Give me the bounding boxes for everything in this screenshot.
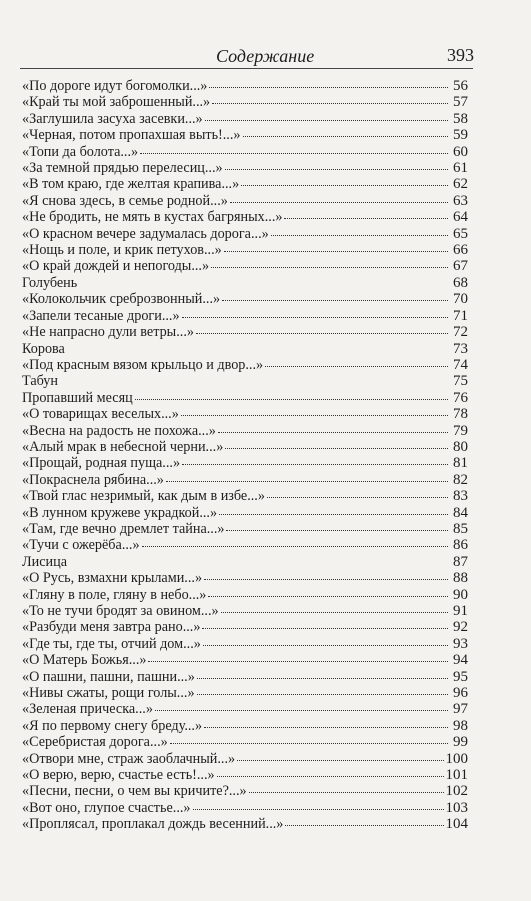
dot-leader [222, 300, 448, 301]
dot-leader [224, 251, 448, 252]
toc-entry-page: 97 [453, 701, 468, 718]
toc-entry-page: 98 [453, 717, 468, 734]
toc-entry-page: 91 [453, 603, 468, 619]
toc-entry-title: «О Русь, взмахни крылами...» [22, 570, 203, 587]
dot-leader [193, 809, 444, 810]
toc-entry [22, 406, 468, 422]
dot-leader [181, 415, 448, 416]
toc-entry-page: 76 [453, 389, 468, 406]
toc-entry [22, 193, 468, 209]
dot-leader [67, 350, 448, 351]
dot-leader [243, 136, 449, 137]
toc-entry-title: «Топи да болота...» [22, 143, 139, 160]
toc-entry [22, 176, 468, 192]
dot-leader [60, 382, 448, 383]
dot-leader [182, 317, 448, 318]
toc-entry [22, 603, 468, 619]
dot-leader [217, 776, 444, 777]
toc-entry-page: 78 [453, 406, 468, 423]
toc-entry-page: 63 [453, 192, 468, 209]
toc-entry-page: 102 [445, 783, 468, 800]
toc-entry-title: «Нивы сжаты, рощи голы...» [22, 685, 195, 702]
toc-entry [22, 537, 468, 553]
section-title: Содержание [216, 46, 315, 66]
dot-leader [204, 727, 448, 728]
toc-entry-title: «О пашни, пашни, пашни...» [22, 668, 195, 685]
toc-entry [22, 783, 468, 799]
toc-entry [22, 570, 468, 586]
toc-entry-title: «Проплясал, проплакал дождь весенний...» [22, 816, 284, 833]
dot-leader [237, 760, 443, 761]
toc-entry [22, 685, 468, 701]
toc-entry [22, 390, 468, 406]
toc-entry-title: «Где ты, где ты, отчий дом...» [22, 635, 201, 652]
dot-leader [203, 645, 448, 646]
toc-entry-page: 84 [453, 504, 468, 521]
page-number: 393 [447, 45, 474, 65]
dot-leader [155, 710, 448, 711]
toc-entry [22, 226, 468, 242]
toc-entry-title: «Твой глас незримый, как дым в избе...» [22, 488, 265, 505]
toc-entry-title: «Песни, песни, о чем вы кричите?...» [22, 783, 247, 800]
toc-entry-title: «Тучи с ожерёба...» [22, 537, 140, 554]
toc-entry [22, 488, 468, 504]
dot-leader [135, 399, 448, 400]
toc-entry-page: 71 [453, 307, 468, 324]
toc-entry [22, 258, 468, 274]
toc-entry-title: «Черная, потом пропахшая выть!...» [22, 127, 241, 144]
dot-leader [166, 481, 448, 482]
toc-entry-page: 88 [453, 570, 468, 587]
toc-entry-title: Пропавший месяц [22, 389, 133, 406]
toc-entry [22, 144, 468, 160]
toc-entry [22, 816, 468, 832]
toc-entry-page: 70 [453, 291, 468, 308]
table-of-contents [22, 78, 468, 833]
dot-leader [205, 120, 448, 121]
toc-entry-page: 104 [445, 816, 468, 833]
dot-leader [79, 284, 448, 285]
dot-leader [221, 612, 448, 613]
toc-entry-page: 103 [445, 799, 468, 816]
toc-entry-page: 86 [453, 537, 468, 554]
toc-entry [22, 800, 468, 816]
toc-entry-page: 93 [453, 635, 468, 652]
toc-entry-title: «О красном вечере задумалась дорога...» [22, 225, 269, 242]
toc-entry [22, 652, 468, 668]
toc-entry-title: «То не тучи бродят за овином...» [22, 603, 219, 619]
toc-entry-page: 60 [453, 143, 468, 160]
dot-leader [218, 432, 448, 433]
toc-entry [22, 439, 468, 455]
dot-leader [170, 743, 448, 744]
dot-leader [208, 596, 448, 597]
dot-leader [265, 366, 448, 367]
toc-entry-page: 99 [453, 734, 468, 751]
toc-entry-title: «Покраснела рябина...» [22, 471, 164, 488]
toc-entry [22, 242, 468, 258]
toc-entry-title: «О Матерь Божья...» [22, 652, 147, 669]
dot-leader [285, 825, 443, 826]
dot-leader [142, 546, 448, 547]
toc-entry [22, 701, 468, 717]
dot-leader [225, 169, 448, 170]
dot-leader [226, 530, 448, 531]
toc-entry [22, 94, 468, 110]
toc-entry-title: «Разбуди меня завтра рано...» [22, 619, 201, 636]
toc-entry [22, 111, 468, 127]
dot-leader [140, 153, 448, 154]
toc-entry-page: 75 [453, 373, 468, 390]
dot-leader [249, 792, 444, 793]
toc-entry-page: 74 [453, 356, 468, 373]
dot-leader [212, 103, 448, 104]
toc-entry [22, 669, 468, 685]
toc-entry-title: «Не бродить, не мять в кустах багряных...» [22, 209, 283, 226]
toc-entry [22, 455, 468, 471]
toc-entry-page: 79 [453, 422, 468, 439]
toc-entry [22, 357, 468, 373]
toc-entry-title: «Я снова здесь, в семье родной...» [22, 192, 228, 209]
dot-leader [148, 661, 448, 662]
toc-entry [22, 275, 468, 291]
dot-leader [225, 448, 448, 449]
toc-entry-title: «Прощай, родная пуща...» [22, 455, 181, 472]
toc-entry [22, 341, 468, 357]
toc-entry-page: 57 [453, 94, 468, 111]
toc-entry [22, 373, 468, 389]
toc-entry-title: «Нощь и поле, и крик петухов...» [22, 242, 222, 259]
toc-entry-page: 87 [453, 553, 468, 570]
dot-leader [271, 235, 448, 236]
toc-entry [22, 423, 468, 439]
toc-entry-title: «В лунном кружеве украдкой...» [22, 504, 218, 521]
toc-entry [22, 619, 468, 635]
toc-entry [22, 505, 468, 521]
toc-entry [22, 767, 468, 783]
toc-entry [22, 324, 468, 340]
dot-leader [284, 218, 448, 219]
toc-entry [22, 78, 468, 94]
toc-entry-title: «О верю, верю, счастье есть!...» [22, 767, 215, 784]
toc-entry-title: Корова [22, 340, 65, 357]
dot-leader [197, 694, 448, 695]
toc-entry-title: «Серебристая дорога...» [22, 734, 168, 751]
toc-entry-page: 73 [453, 340, 468, 357]
toc-entry-title: «Алый мрак в небесной черни...» [22, 438, 224, 455]
dot-leader [182, 464, 448, 465]
dot-leader [241, 185, 448, 186]
toc-entry-title: «Зеленая прическа...» [22, 701, 153, 718]
toc-entry-page: 82 [453, 471, 468, 488]
dot-leader [196, 333, 448, 334]
dot-leader [219, 514, 448, 515]
toc-entry-title: «Там, где вечно дремлет тайна...» [22, 520, 225, 537]
toc-entry-page: 94 [453, 652, 468, 669]
toc-entry [22, 291, 468, 307]
dot-leader [267, 497, 448, 498]
toc-entry-page: 100 [445, 750, 468, 767]
header-rule [20, 68, 473, 69]
toc-entry-title: «Под красным вязом крыльцо и двор...» [22, 356, 264, 373]
toc-entry-title: «О товарищах веселых...» [22, 406, 179, 423]
toc-entry-page: 64 [453, 209, 468, 226]
dot-leader [202, 628, 448, 629]
running-header [20, 42, 474, 69]
dot-leader [230, 202, 448, 203]
toc-entry-page: 59 [453, 127, 468, 144]
toc-entry-page: 96 [453, 685, 468, 702]
toc-entry-title: «Вот оно, глупое счастье...» [22, 799, 191, 816]
toc-entry-page: 101 [445, 767, 468, 784]
dot-leader [204, 579, 448, 580]
toc-entry-page: 85 [453, 520, 468, 537]
toc-entry-page: 80 [453, 438, 468, 455]
toc-entry-title: Табун [22, 373, 58, 390]
toc-entry-page: 92 [453, 619, 468, 636]
toc-entry-page: 66 [453, 242, 468, 259]
dot-leader [69, 563, 448, 564]
toc-entry-page: 81 [453, 455, 468, 472]
toc-entry-title: «Колокольчик среброзвонный...» [22, 291, 221, 308]
toc-entry-title: «В том краю, где желтая крапива...» [22, 176, 240, 193]
toc-entry-title: «Гляну в поле, гляну в небо...» [22, 586, 207, 603]
toc-entry-title: «Край ты мой заброшенный...» [22, 94, 211, 111]
toc-entry [22, 734, 468, 750]
toc-entry-page: 65 [453, 225, 468, 242]
toc-entry-page: 61 [453, 160, 468, 177]
toc-entry-title: Голубень [22, 274, 78, 291]
toc-entry-page: 68 [453, 274, 468, 291]
toc-entry-page: 95 [453, 668, 468, 685]
toc-entry-title: «Я по первому снегу бреду...» [22, 717, 203, 734]
toc-entry-page: 56 [453, 78, 468, 94]
toc-entry-title: «За темной прядью перелесиц...» [22, 160, 223, 177]
toc-entry-title: «Заглушила засуха засевки...» [22, 110, 203, 127]
toc-entry-page: 90 [453, 586, 468, 603]
toc-entry [22, 472, 468, 488]
toc-entry-title: «Не напрасно дули ветры...» [22, 324, 194, 341]
toc-entry [22, 160, 468, 176]
toc-entry [22, 636, 468, 652]
toc-entry-page: 62 [453, 176, 468, 193]
toc-entry [22, 308, 468, 324]
toc-entry-title: «Запели тесаные дроги...» [22, 307, 180, 324]
toc-entry-page: 58 [453, 110, 468, 127]
toc-entry [22, 718, 468, 734]
dot-leader [211, 267, 448, 268]
toc-entry [22, 521, 468, 537]
toc-entry [22, 554, 468, 570]
toc-entry [22, 127, 468, 143]
toc-entry-title: «Весна на радость не похожа...» [22, 422, 216, 439]
toc-entry-title: Лисица [22, 553, 67, 570]
toc-entry-page: 72 [453, 324, 468, 341]
toc-entry-title: «Отвори мне, страж заоблачный...» [22, 750, 236, 767]
dot-leader [197, 678, 448, 679]
toc-entry [22, 751, 468, 767]
dot-leader [209, 87, 448, 88]
toc-entry-page: 83 [453, 488, 468, 505]
toc-entry-page: 67 [453, 258, 468, 275]
toc-entry-title: «По дороге идут богомолки...» [22, 78, 208, 94]
toc-entry [22, 587, 468, 603]
toc-entry [22, 209, 468, 225]
toc-entry-title: «О край дождей и непогоды...» [22, 258, 210, 275]
